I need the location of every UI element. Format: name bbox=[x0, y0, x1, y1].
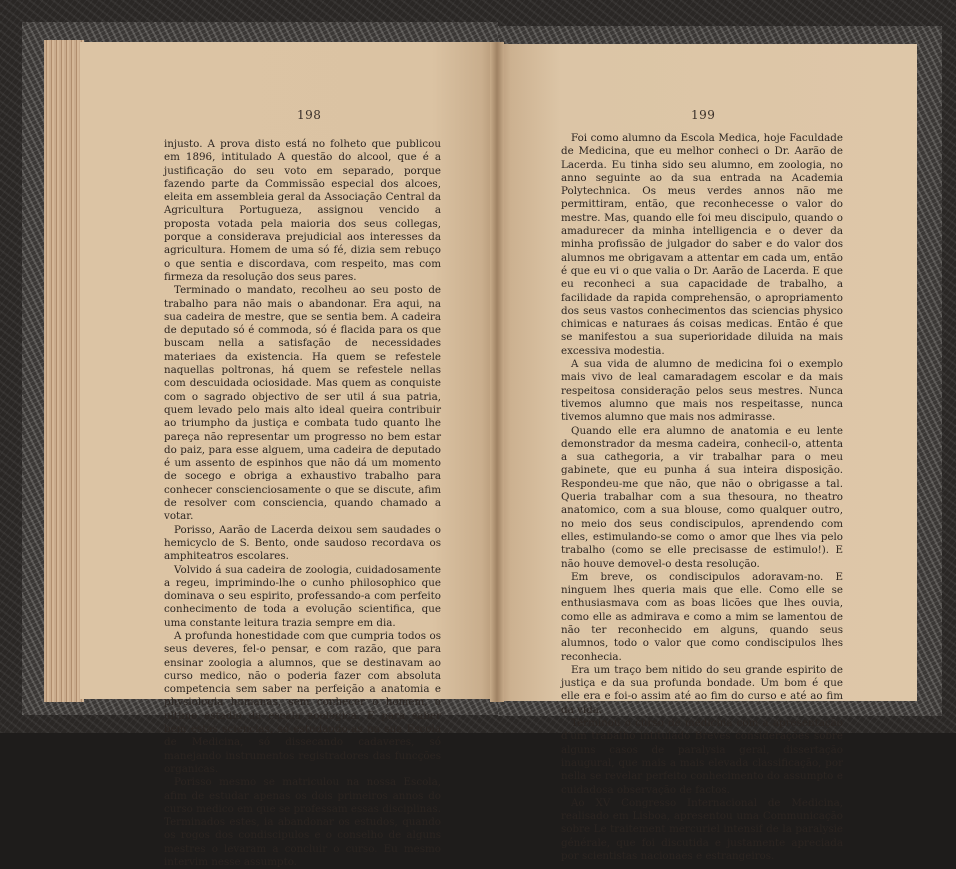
left-page-number: 198 bbox=[297, 108, 322, 122]
paragraph: Porisso mesmo se matriculou na nossa Escola, afim de estudar apenas os dois primeiros annos do curso medico em que se professam essas disciplinas. Terminados estes, ia abandonar os estudos, quando os rogos dos condiscipulos e o conselho de alguns mestres o levaram a concluir o curso. Eu mesmo intervim nesse assumpto. bbox=[164, 776, 441, 869]
page-edges bbox=[44, 40, 84, 702]
paragraph: Terminou o curso de medicina com a apresentação d'um trabalho intitulado Breves considerações sobre alguns casos de paralysia geral, dissertação inaugural, que mais a mais elevada classificação, por nella se revelar perfeito conhecimento do assumpto e cuidadosa observação de factos. bbox=[561, 717, 843, 796]
left-page bbox=[80, 42, 494, 869]
paragraph: Terminado o mandato, recolheu ao seu posto de trabalho para não mais o abandonar. Era aqui, na sua cadeira de mestre, que se sentia bem. A cadeira de deputado só é commoda, só é flacida para os que buscam nella a satisfação de necessidades materiaes da existencia. Ha quem se refestele naquellas poltronas, há quem se refestele nellas com descuidada ociosidade. Mas quem as conquiste com o sagrado objectivo de ser util á sua patria, quem levado pelo mais alto ideal queira contribuir ao triumpho da justiça e combata tudo quanto lhe pareça não representar um progresso no bem estar do paiz, para esse alguem, uma cadeira de deputado é um assento de espinhos que não dá um momento de socego e obriga a exhaustivo trabalho para conhecer conscienciosamente o que se discute, afim de resolver com consciencia, quando chamado a votar. bbox=[164, 284, 441, 523]
book-gutter bbox=[490, 42, 504, 702]
paragraph: A profunda honestidade com que cumpria todos os seus deveres, fel-o pensar, e com razão, que para ensinar zoologia a alumnos, que se destinavam ao curso medico, não o poderia fazer com absoluta competencia sem saber na perfeição a anatomia e physiologia humanas, sem conhecer o homem, o ultimo estadio da escala zoologica. E para saber bem estas sciencias, só estudando-as na sua Escola de Medicina, só dissecando cadaveres, só manejando instrumentos registradores das funcções organicas. bbox=[164, 629, 441, 775]
paragraph: Volvido á sua cadeira de zoologia, cuidadosamente a regeu, imprimindo-lhe o cunho philosophico que dominava o seu espirito, professando-a com perfeito conhecimento de toda a evolução scientifica, que uma constante leitura trazia sempre em dia. bbox=[164, 563, 441, 629]
right-page bbox=[498, 44, 917, 863]
left-page-text bbox=[164, 138, 441, 869]
paragraph: Quando elle era alumno de anatomia e eu lente demonstrador da mesma cadeira, conhecil-o, attenta a sua cathegoria, a vir trabalhar para o meu gabinete, que eu punha á sua inteira disposição. Respondeu-me que não, que não o obrigasse a tal. Queria trabalhar com a sua thesoura, no theatro anatomico, com a sua blouse, como qualquer outro, no meio dos seus condiscipulos, aprendendo com elles, estimulando-se como o amor que lhes via pelo trabalho (como se elle precisasse de estimulo!). E não houve demovel-o desta resolução. bbox=[561, 424, 843, 570]
right-page-text bbox=[561, 132, 843, 863]
right-page-number: 199 bbox=[691, 108, 716, 122]
paragraph: A sua vida de alumno de medicina foi o exemplo mais vivo de leal camaradagem escolar e da mais respeitosa consideração pelos seus mestres. Nunca tivemos alumno que mais nos respeitasse, nunca tivemos alumno que mais nos admirasse. bbox=[561, 358, 843, 424]
paragraph: Foi como alumno da Escola Medica, hoje Faculdade de Medicina, que eu melhor conheci o Dr. Aarão de Lacerda. Eu tinha sido seu alumno, em zoologia, no anno seguinte ao da sua entrada na Academia Polytechnica. Os meus verdes annos não me permittiram, então, que reconhecesse o valor do mestre. Mas, quando elle foi meu discipulo, quando o amadurecer da minha intelligencia e o dever da minha profissão de julgador do saber e do valor dos alumnos me obrigavam a attentar em cada um, então é que eu vi o que valia o Dr. Aarão de Lacerda. E que eu reconheci a sua capacidade de trabalho, a facilidade da rapida comprehensão, o apropriamento dos seus vastos conhecimentos das sciencias physico chimicas e naturaes ás coisas medicas. Então é que se manifestou a sua superioridade diluida na mais excessiva modestia. bbox=[561, 132, 843, 357]
paragraph: injusto. A prova disto está no folheto que publicou em 1896, intitulado A questão do alcool, que é a justificação do seu voto em separado, porque fazendo parte da Commissão especial dos alcoes, eleita em assembleia geral da Associação Central da Agricultura Portugueza, assignou vencido a proposta votada pela maioria dos seus collegas, porque a considerava prejudicial aos interesses da agricultura. Homem de uma só fé, dizia sem rebuço o que sentia e discordava, com respeito, mas com firmeza da resolução dos seus pares. bbox=[164, 138, 441, 283]
paragraph: Era um traço bem nitido do seu grande espirito de justiça e da sua profunda bondade. Um bom é que elle era e foi-o assim até ao fim do curso e até ao fim da vida. bbox=[561, 663, 843, 716]
paragraph: Ao XV Congresso Internacional de Medicina, realisado em Lisboa, apresentou uma Communicação sobre Le traitement mercuriel intensif de la paralysie générale, que foi discutida e justamente apreciada por scientistas nacionaes e estrangeiros. bbox=[561, 796, 843, 863]
paragraph: Em breve, os condiscipulos adoravam-no. E ninguem lhes queria mais que elle. Como elle se enthusiasmava com as boas licões que lhes ouvia, como elle as admirava e como a mim se lamentou de não ter reconhecido em alguns, quando seus alumnos, todo o valor que como condiscipulos lhes reconhecia. bbox=[561, 570, 843, 663]
paragraph: Porisso, Aarão de Lacerda deixou sem saudades o hemicyclo de S. Bento, onde saudoso recordava os amphiteatros escolares. bbox=[164, 523, 441, 563]
